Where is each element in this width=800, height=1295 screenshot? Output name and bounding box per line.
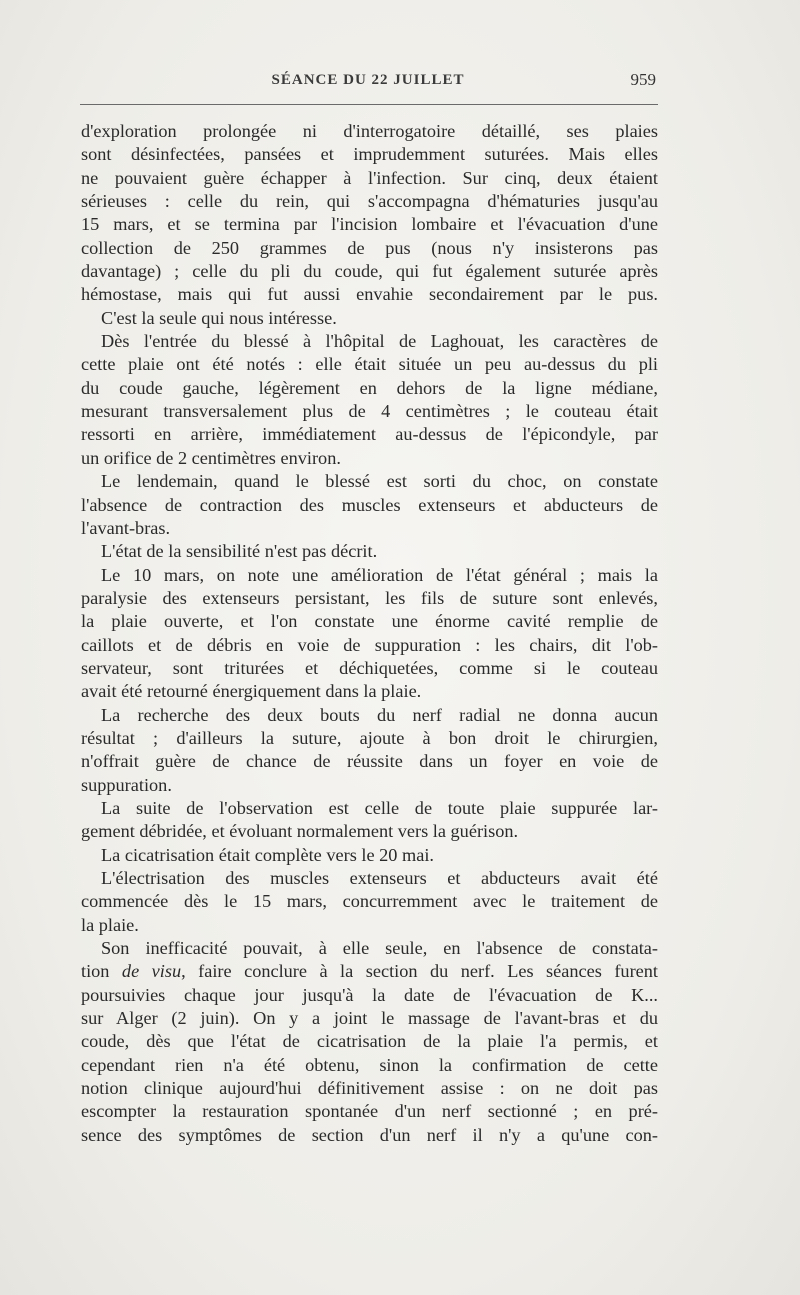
italic-phrase: de visu xyxy=(121,961,182,982)
text-line: notion clinique aujourd'hui définitivement assise : on ne doit pas xyxy=(81,1078,658,1099)
paragraph xyxy=(81,937,658,1147)
text-line: suppuration. xyxy=(81,774,172,795)
paragraph xyxy=(81,797,658,844)
text-line xyxy=(81,960,658,983)
text-line: du coude gauche, légèrement en dehors de la ligne médiane, xyxy=(81,377,658,398)
text-line: ressorti en arrière, immédiatement au-dessus de l'épicondyle, par xyxy=(81,424,658,445)
text-line: ne pouvaient guère échapper à l'infection. Sur cinq, deux étaient xyxy=(81,167,658,188)
paragraph xyxy=(81,330,658,470)
text-line: cependant rien n'a été obtenu, sinon la confirmation de cette xyxy=(81,1054,658,1075)
text-line: mesurant transversalement plus de 4 centimètres ; le couteau était xyxy=(81,401,658,422)
text-line: poursuivies chaque jour jusqu'à la date de l'évacuation de K... xyxy=(81,984,658,1005)
text-line: caillots et de débris en voie de suppuration : les chairs, dit l'ob- xyxy=(81,634,658,655)
text-line: cette plaie ont été notés : elle était située un peu au-dessus du pli xyxy=(81,354,658,375)
text-line: collection de 250 grammes de pus (nous n'y insisterons pas xyxy=(81,237,658,258)
text-line: commencée dès le 15 mars, concurremment avec le traitement de xyxy=(81,891,658,912)
text-line: la plaie ouverte, et l'on constate une énorme cavité remplie de xyxy=(81,611,658,632)
paragraph xyxy=(81,844,658,867)
text-line: résultat ; d'ailleurs la suture, ajoute à bon droit le chirurgien, xyxy=(81,727,658,748)
page-header xyxy=(80,68,656,102)
text-line: d'exploration prolongée ni d'interrogatoire détaillé, ses plaies xyxy=(81,121,658,141)
text-line: La suite de l'observation est celle de toute plaie suppurée lar- xyxy=(101,797,658,818)
text-line: La recherche des deux bouts du nerf radial ne donna aucun xyxy=(101,704,658,725)
text-line: Le 10 mars, on note une amélioration de l'état général ; mais la xyxy=(101,564,658,585)
text-fragment: , faire conclure à la section du nerf. Les séances furent xyxy=(181,961,658,982)
text-line: un orifice de 2 centimètres environ. xyxy=(81,447,341,468)
text-line: paralysie des extenseurs persistant, les fils de suture sont enlevés, xyxy=(81,587,658,608)
text-fragment: tion xyxy=(81,961,122,982)
page-number: 959 xyxy=(630,70,656,89)
running-title: SÉANCE DU 22 JUILLET xyxy=(271,72,465,88)
text-line: hémostase, mais qui fut aussi envahie secondairement par le pus. xyxy=(81,284,658,305)
text-line: coude, dès que l'état de cicatrisation de la plaie l'a permis, et xyxy=(81,1031,658,1052)
text-line: servateur, sont triturées et déchiquetées, comme si le couteau xyxy=(81,657,658,678)
body-text xyxy=(81,120,658,1147)
text-line: 15 mars, et se termina par l'incision lombaire et l'évacuation d'une xyxy=(81,214,658,235)
text-line: sérieuses : celle du rein, qui s'accompagna d'hématuries jusqu'au xyxy=(81,191,658,212)
paragraph xyxy=(81,307,658,330)
header-rule xyxy=(80,104,658,105)
text-line: sur Alger (2 juin). On y a joint le massage de l'avant-bras et du xyxy=(81,1008,658,1029)
text-line: gement débridée, et évoluant normalement vers la guérison. xyxy=(81,821,519,842)
text-line: Son inefficacité pouvait, à elle seule, en l'absence de constata- xyxy=(101,938,658,959)
text-line: escompter la restauration spontanée d'un nerf sectionné ; en pré- xyxy=(81,1101,658,1122)
text-line: davantage) ; celle du pli du coude, qui fut également suturée après xyxy=(81,261,658,282)
paragraph xyxy=(81,867,658,937)
text-line: avait été retourné énergiquement dans la plaie. xyxy=(81,681,422,702)
text-line: l'avant-bras. xyxy=(81,517,171,538)
text-line: La cicatrisation était complète vers le 20 mai. xyxy=(101,844,434,865)
text-line: sence des symptômes de section d'un nerf il n'y a qu'une con- xyxy=(81,1124,658,1145)
text-line: n'offrait guère de chance de réussite dans un foyer en voie de xyxy=(81,751,658,772)
paragraph xyxy=(81,120,658,307)
text-line: L'électrisation des muscles extenseurs et abducteurs avait été xyxy=(101,868,658,888)
paragraph xyxy=(81,540,658,563)
text-line: L'état de la sensibilité n'est pas décrit. xyxy=(101,541,378,562)
text-line: Le lendemain, quand le blessé est sorti du choc, on constate xyxy=(101,471,658,492)
text-line: sont désinfectées, pansées et imprudemment suturées. Mais elles xyxy=(81,144,658,165)
text-line: l'absence de contraction des muscles extenseurs et abducteurs de xyxy=(81,494,658,515)
paragraph xyxy=(81,564,658,704)
text-line: Dès l'entrée du blessé à l'hôpital de Laghouat, les caractères de xyxy=(101,331,658,352)
text-line: C'est la seule qui nous intéresse. xyxy=(101,307,337,328)
paragraph xyxy=(81,704,658,797)
paragraph xyxy=(81,470,658,540)
text-line: la plaie. xyxy=(81,914,139,935)
